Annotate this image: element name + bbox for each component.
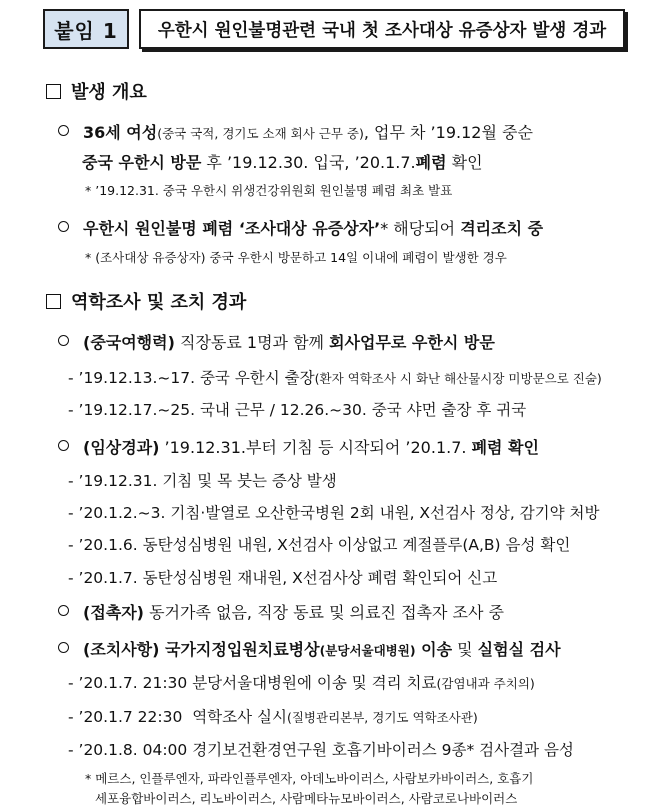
body-text: - ’19.12.17.~25. 국내 근무 / 12.26.~30. 중국 샤먼 출장 후 귀국 xyxy=(68,401,527,419)
dash-item xyxy=(68,738,574,760)
section-heading-overview xyxy=(46,78,147,104)
small-text: (중국 국적, 경기도 소재 회사 근무 중) xyxy=(157,126,364,141)
overview-item-2 xyxy=(58,216,543,239)
body-text: * 해당되어 xyxy=(380,219,461,238)
dash-item xyxy=(68,366,602,388)
bold-text: (중국여행력) xyxy=(83,333,175,352)
bold-text: (조치사항) 국가지정입원치료병상 xyxy=(83,640,320,659)
bold-text: 중국 우한시 방문 xyxy=(82,153,202,172)
circle-bullet-icon xyxy=(58,125,69,136)
body-text: 및 xyxy=(452,640,478,659)
square-bullet-icon xyxy=(46,84,61,99)
bold-text: 36세 여성 xyxy=(83,123,158,142)
small-bold-text: (분당서울대병원) xyxy=(319,643,416,658)
body-text: - ’20.1.8. 04:00 경기보건환경연구원 호흡기바이러스 9종* 검사결과 음성 xyxy=(68,741,574,759)
bold-text: 폐렴 확인 xyxy=(471,438,539,457)
dash-item: - ’20.1.7. 동탄성심병원 재내원, X선검사상 폐렴 확인되어 신고 xyxy=(68,569,498,587)
section-title: 역학조사 및 조치 경과 xyxy=(71,292,247,313)
overview-item-1-line-1 xyxy=(58,120,533,143)
circle-bullet-icon xyxy=(58,440,69,451)
investigation-item-clinical xyxy=(58,435,539,458)
body-text: 확인 xyxy=(446,153,483,172)
bold-text: (임상경과) xyxy=(83,438,160,457)
body-text: , 업무 차 ’19.12월 중순 xyxy=(363,123,533,142)
body-text: 직장동료 1명과 함께 xyxy=(174,333,330,352)
body-text: 후 ’19.12.30. 입국, ’20.1.7. xyxy=(201,153,416,172)
small-text: (환자 역학조사 시 화난 해산물시장 미방문으로 진술) xyxy=(314,371,602,386)
circle-bullet-icon xyxy=(58,335,69,346)
footnote-2: * (조사대상 유증상자) 중국 우한시 방문하고 14일 이내에 폐렴이 발생한 경우 xyxy=(85,250,507,265)
dash-item: - ’20.1.6. 동탄성심병원 내원, X선검사 이상없고 계절플루(A,B) 음성 확인 xyxy=(68,536,571,554)
body-text: ’19.12.31.부터 기침 등 시작되어 ’20.1.7. xyxy=(159,438,472,457)
body-text: - ’19.12.13.~17. 중국 우한시 출장 xyxy=(68,369,315,387)
bold-text: 실험실 검사 xyxy=(477,640,561,659)
overview-item-1-line-2 xyxy=(82,150,483,173)
bold-text: 폐렴 xyxy=(415,153,447,172)
small-text: (질병관리본부, 경기도 역학조사관) xyxy=(286,710,478,725)
dash-item xyxy=(68,671,535,693)
circle-bullet-icon xyxy=(58,642,69,653)
investigation-item-measures xyxy=(58,637,561,660)
body-text: - ’20.1.7 22:30 역학조사 실시 xyxy=(68,708,287,726)
dash-item: - ’19.12.31. 기침 및 목 붓는 증상 발생 xyxy=(68,472,337,490)
body-text: - ’20.1.7. 21:30 분당서울대병원에 이송 및 격리 치료 xyxy=(68,674,437,692)
footnote-3-line-2: 세포융합바이러스, 리노바이러스, 사람메타뉴모바이러스, 사람코로나바이러스 xyxy=(95,791,518,806)
attachment-tag: 붙임 1 xyxy=(43,9,129,49)
section-heading-investigation xyxy=(46,288,246,314)
section-title: 발생 개요 xyxy=(71,82,147,103)
small-text: (감염내과 주치의) xyxy=(436,676,535,691)
dash-item xyxy=(68,705,478,727)
dash-item xyxy=(68,398,526,420)
investigation-item-travel xyxy=(58,330,495,353)
investigation-item-contacts xyxy=(58,600,504,623)
bold-text: 격리조치 중 xyxy=(460,219,544,238)
footnote-3-line-1: * 메르스, 인플루엔자, 파라인플루엔자, 아데노바이러스, 사람보카바이러스, 호흡기 xyxy=(85,771,534,786)
footnote-1: * ’19.12.31. 중국 우한시 위생건강위원회 원인불명 폐렴 최초 발표 xyxy=(85,183,453,198)
circle-bullet-icon xyxy=(58,605,69,616)
square-bullet-icon xyxy=(46,294,61,309)
circle-bullet-icon xyxy=(58,221,69,232)
document-title: 우한시 원인불명관련 국내 첫 조사대상 유증상자 발생 경과 xyxy=(139,9,625,49)
bold-text: 회사업무로 우한시 방문 xyxy=(329,333,495,352)
dash-item: - ’20.1.2.~3. 기침·발열로 오산한국병원 2회 내원, X선검사 정상, 감기약 처방 xyxy=(68,504,600,522)
bold-text: (접촉자) xyxy=(83,603,144,622)
body-text: 동거가족 없음, 직장 동료 및 의료진 접촉자 조사 중 xyxy=(144,603,504,622)
bold-text: 우한시 원인불명 폐렴 ‘조사대상 유증상자’ xyxy=(83,219,381,238)
bold-text: 이송 xyxy=(415,640,453,659)
